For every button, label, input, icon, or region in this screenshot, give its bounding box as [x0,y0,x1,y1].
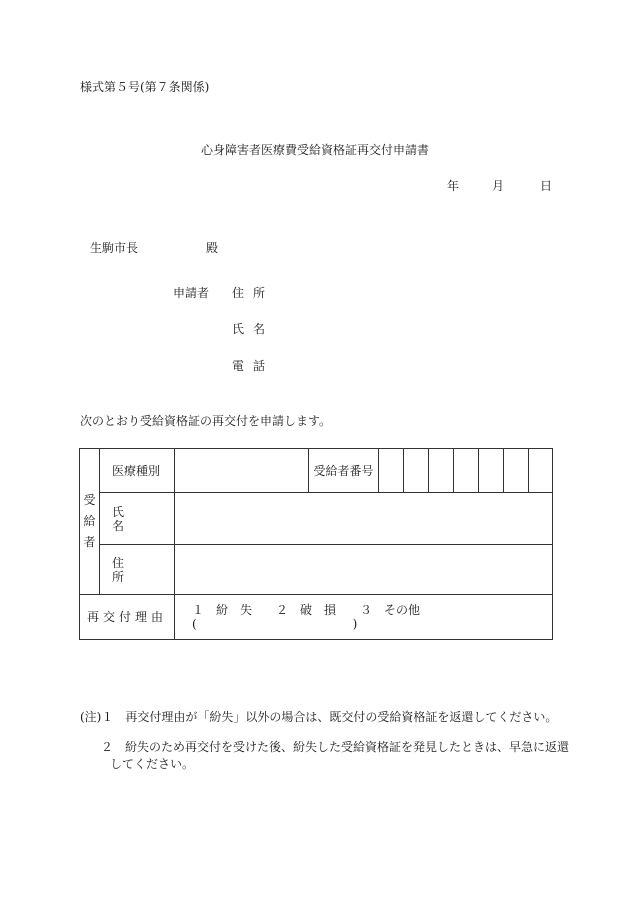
recipient-number-digit[interactable] [429,449,454,493]
recipient-address-field[interactable] [175,545,553,595]
note-2: ２ 紛失のため再交付を受けた後、紛失した受給資格証を発見したときは、早急に返還 [101,740,570,754]
recipient-number-digit[interactable] [404,449,429,493]
recipient-name-label: 氏名 [100,493,175,545]
recipient-number-digit[interactable] [504,449,529,493]
recipient-number-label: 受給者番号 [309,449,379,493]
reason-label: 再交付理由 [80,595,175,640]
document-title: 心身障害者医療費受給資格証再交付申請書 [200,143,429,157]
recipient-number-digit[interactable] [529,449,553,493]
recipient-group-label: 受 給 者 [80,449,100,595]
honorific: 殿 [206,241,219,255]
addressee: 生駒市長 [90,241,139,255]
note-2-continued: してください。 [110,757,195,771]
recipient-number-digit[interactable] [454,449,479,493]
applicant-name-label: 氏名 [232,322,275,336]
form-number: 様式第５号(第７条関係) [80,80,210,94]
intro-text: 次のとおり受給資格証の再交付を申請します。 [80,414,332,428]
medical-type-label: 医療種別 [100,449,175,493]
date-day-label: 日 [540,179,553,193]
medical-type-field[interactable] [175,449,309,493]
recipient-number-digit[interactable] [379,449,404,493]
recipient-table [79,448,553,640]
applicant-phone-label: 電話 [232,359,275,373]
applicant-label: 申請者 [173,286,210,300]
recipient-address-label: 住所 [100,545,175,595]
reason-options[interactable]: １ 紛 失 ２ 破 損 ３ その他( ) [175,595,553,640]
recipient-number-digit[interactable] [479,449,504,493]
date-year-label: 年 [447,179,460,193]
note-1: (注)１ 再交付理由が「紛失」以外の場合は、既交付の受給資格証を返還してください。 [80,710,558,724]
date-month-label: 月 [492,179,505,193]
applicant-address-label: 住所 [232,286,275,300]
recipient-name-field[interactable] [175,493,553,545]
